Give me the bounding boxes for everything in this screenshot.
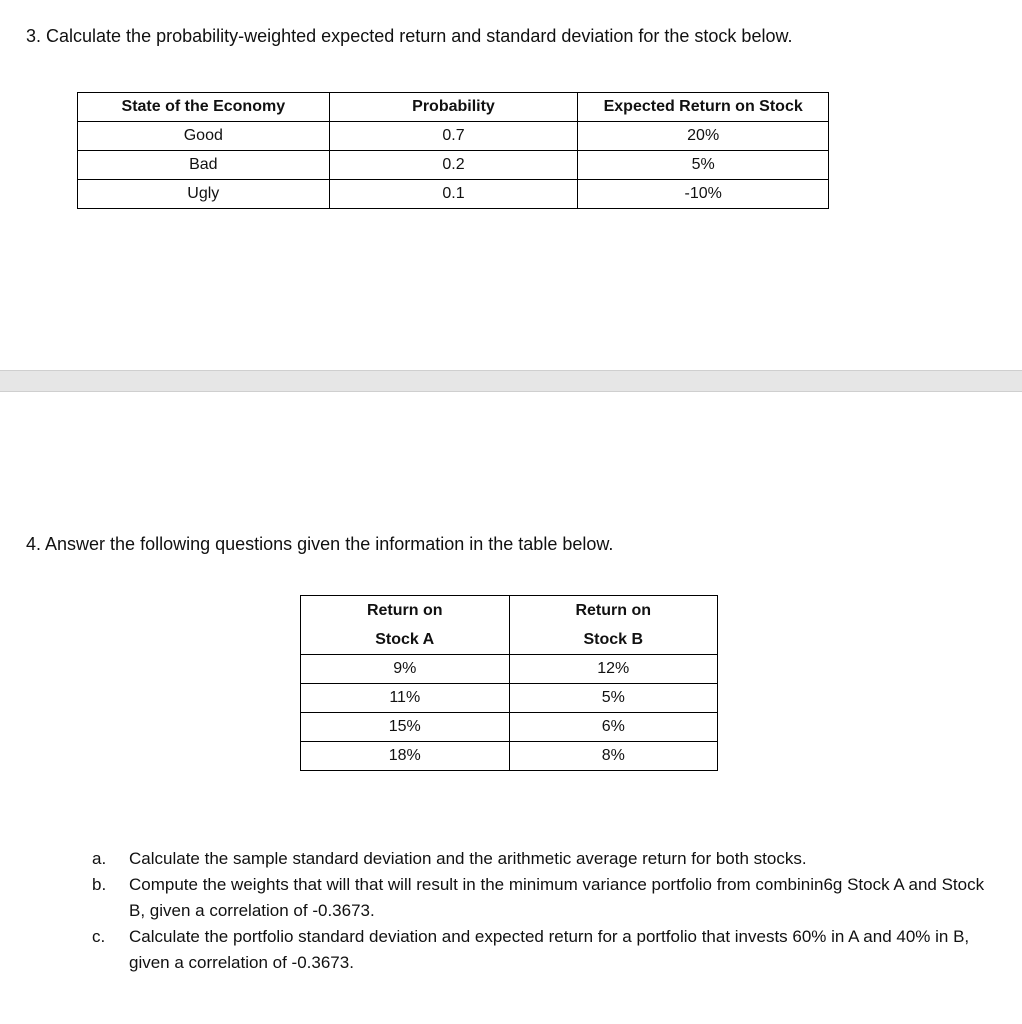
item-marker: b. [92,875,107,894]
expected-return-cell: -10% [578,180,829,209]
header-line: Return on [575,602,652,619]
state-cell: Good [78,122,330,151]
probability-cell: 0.2 [329,151,578,180]
question-4-subitems [92,846,992,976]
item-text: Calculate the portfolio standard deviation and expected return for a portfolio that invests 60% in A and 40% in B, given a correlation of -0.3673. [129,927,970,972]
question-4-heading: 4. Answer the following questions given the information in the table below. [26,534,614,554]
stock-a-return-cell: 15% [301,713,510,742]
stock-returns-table [300,595,718,771]
list-item [92,846,992,872]
stock-a-return-cell: 18% [301,742,510,771]
table-row [301,655,718,684]
column-header-stock-a [301,596,510,655]
table-row [301,713,718,742]
column-header-state: State of the Economy [78,93,330,122]
expected-return-cell: 20% [578,122,829,151]
column-header-probability: Probability [329,93,578,122]
economy-states-table [77,92,829,209]
question-3-heading: 3. Calculate the probability-weighted expected return and standard deviation for the stock below. [26,26,793,46]
header-line: Stock B [583,631,644,648]
stock-b-return-cell: 8% [509,742,718,771]
column-header-expected-return: Expected Return on Stock [578,93,829,122]
stock-a-return-cell: 9% [301,655,510,684]
stock-b-return-cell: 5% [509,684,718,713]
item-text: Calculate the sample standard deviation and the arithmetic average return for both stocks. [129,849,807,868]
column-header-stock-b [509,596,718,655]
table-row [78,151,829,180]
stock-a-return-cell: 11% [301,684,510,713]
state-cell: Bad [78,151,330,180]
table-row [301,684,718,713]
probability-cell: 0.1 [329,180,578,209]
table-row [301,742,718,771]
item-marker: a. [92,849,107,868]
item-marker: c. [92,927,106,946]
stock-b-return-cell: 12% [509,655,718,684]
table-row [78,180,829,209]
probability-cell: 0.7 [329,122,578,151]
item-text: Compute the weights that will that will result in the minimum variance portfolio from combinin6g Stock A and Stock B, given a correlation of -0.3673. [129,875,985,920]
table-header-row [301,596,718,655]
header-line: Stock A [375,631,435,648]
stock-b-return-cell: 6% [509,713,718,742]
page-separator [0,370,1022,392]
header-line: Return on [366,602,443,619]
expected-return-cell: 5% [578,151,829,180]
table-header-row [78,93,829,122]
list-item [92,872,992,924]
list-item [92,924,992,976]
state-cell: Ugly [78,180,330,209]
table-row [78,122,829,151]
